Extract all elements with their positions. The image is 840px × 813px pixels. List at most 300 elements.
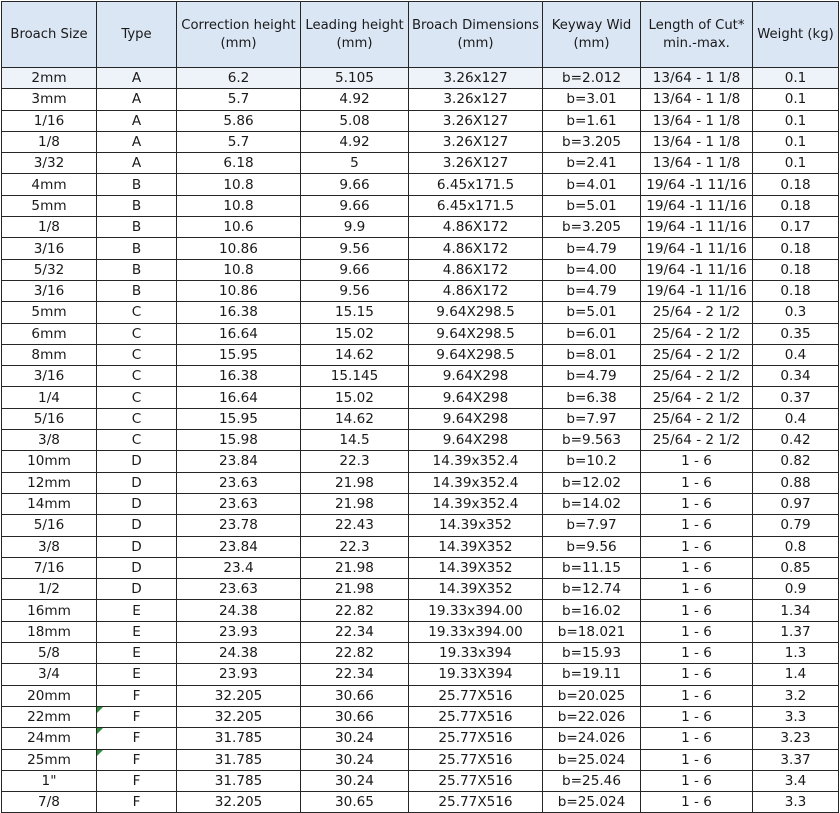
keyway-width-cell[interactable]: b=6.38 xyxy=(543,387,641,408)
broach-dimensions-cell[interactable]: 19.33x394 xyxy=(409,643,543,664)
table-row[interactable] xyxy=(2,515,839,536)
keyway-width-cell[interactable]: b=25.024 xyxy=(543,749,641,770)
weight-cell[interactable]: 0.1 xyxy=(753,153,839,174)
keyway-width-cell[interactable]: b=3.205 xyxy=(543,217,641,238)
length-of-cut-cell[interactable]: 1 - 6 xyxy=(641,451,753,472)
leading-height-cell[interactable]: 15.15 xyxy=(301,302,409,323)
broach-dimensions-cell[interactable]: 14.39X352 xyxy=(409,536,543,557)
type-cell[interactable]: D xyxy=(97,493,177,514)
broach-size-cell[interactable]: 10mm xyxy=(2,451,97,472)
weight-cell[interactable]: 0.18 xyxy=(753,195,839,216)
type-cell[interactable]: A xyxy=(97,110,177,131)
keyway-width-cell[interactable]: b=10.2 xyxy=(543,451,641,472)
table-row[interactable] xyxy=(2,323,839,344)
keyway-width-cell[interactable]: b=2.012 xyxy=(543,68,641,89)
leading-height-cell[interactable]: 14.5 xyxy=(301,430,409,451)
keyway-width-cell[interactable]: b=11.15 xyxy=(543,557,641,578)
weight-cell[interactable]: 0.18 xyxy=(753,280,839,301)
broach-dimensions-cell[interactable]: 25.77X516 xyxy=(409,706,543,727)
broach-size-cell[interactable]: 5mm xyxy=(2,302,97,323)
correction-height-cell[interactable]: 23.63 xyxy=(177,579,301,600)
column-header-broach-size[interactable]: Broach Size xyxy=(2,2,97,68)
keyway-width-cell[interactable]: b=22.026 xyxy=(543,706,641,727)
keyway-width-cell[interactable]: b=16.02 xyxy=(543,600,641,621)
table-row[interactable] xyxy=(2,174,839,195)
type-cell[interactable]: F xyxy=(97,749,177,770)
length-of-cut-cell[interactable]: 13/64 - 1 1/8 xyxy=(641,89,753,110)
table-row[interactable] xyxy=(2,195,839,216)
leading-height-cell[interactable]: 14.62 xyxy=(301,408,409,429)
weight-cell[interactable]: 1.34 xyxy=(753,600,839,621)
correction-height-cell[interactable]: 16.38 xyxy=(177,366,301,387)
weight-cell[interactable]: 1.3 xyxy=(753,643,839,664)
broach-size-cell[interactable]: 1/8 xyxy=(2,131,97,152)
leading-height-cell[interactable]: 9.66 xyxy=(301,259,409,280)
keyway-width-cell[interactable]: b=8.01 xyxy=(543,344,641,365)
broach-size-cell[interactable]: 5/32 xyxy=(2,259,97,280)
length-of-cut-cell[interactable]: 19/64 -1 11/16 xyxy=(641,174,753,195)
leading-height-cell[interactable]: 22.3 xyxy=(301,451,409,472)
broach-dimensions-cell[interactable]: 9.64X298 xyxy=(409,387,543,408)
keyway-width-cell[interactable]: b=2.41 xyxy=(543,153,641,174)
leading-height-cell[interactable]: 9.56 xyxy=(301,280,409,301)
broach-size-cell[interactable]: 3/8 xyxy=(2,430,97,451)
type-cell[interactable]: B xyxy=(97,217,177,238)
keyway-width-cell[interactable]: b=9.56 xyxy=(543,536,641,557)
column-header-keyway-width[interactable]: Keyway Wid (mm) xyxy=(543,2,641,68)
leading-height-cell[interactable]: 9.66 xyxy=(301,195,409,216)
weight-cell[interactable]: 0.4 xyxy=(753,344,839,365)
broach-size-cell[interactable]: 14mm xyxy=(2,493,97,514)
broach-dimensions-cell[interactable]: 19.33X394 xyxy=(409,664,543,685)
leading-height-cell[interactable]: 22.34 xyxy=(301,621,409,642)
leading-height-cell[interactable]: 21.98 xyxy=(301,472,409,493)
broach-dimensions-cell[interactable]: 25.77X516 xyxy=(409,770,543,791)
broach-size-cell[interactable]: 3/32 xyxy=(2,153,97,174)
leading-height-cell[interactable]: 4.92 xyxy=(301,89,409,110)
type-cell[interactable]: D xyxy=(97,579,177,600)
weight-cell[interactable]: 0.18 xyxy=(753,174,839,195)
length-of-cut-cell[interactable]: 1 - 6 xyxy=(641,472,753,493)
length-of-cut-cell[interactable]: 13/64 - 1 1/8 xyxy=(641,153,753,174)
type-cell[interactable]: D xyxy=(97,536,177,557)
length-of-cut-cell[interactable]: 1 - 6 xyxy=(641,621,753,642)
keyway-width-cell[interactable]: b=20.025 xyxy=(543,685,641,706)
type-cell[interactable]: C xyxy=(97,366,177,387)
correction-height-cell[interactable]: 24.38 xyxy=(177,643,301,664)
length-of-cut-cell[interactable]: 25/64 - 2 1/2 xyxy=(641,344,753,365)
broach-size-cell[interactable]: 20mm xyxy=(2,685,97,706)
type-cell[interactable]: B xyxy=(97,259,177,280)
table-row[interactable] xyxy=(2,344,839,365)
leading-height-cell[interactable]: 14.62 xyxy=(301,344,409,365)
column-header-weight[interactable]: Weight (kg) xyxy=(753,2,839,68)
correction-height-cell[interactable]: 23.63 xyxy=(177,472,301,493)
keyway-width-cell[interactable]: b=7.97 xyxy=(543,515,641,536)
weight-cell[interactable]: 0.35 xyxy=(753,323,839,344)
correction-height-cell[interactable]: 32.205 xyxy=(177,706,301,727)
weight-cell[interactable]: 0.85 xyxy=(753,557,839,578)
weight-cell[interactable]: 3.3 xyxy=(753,706,839,727)
length-of-cut-cell[interactable]: 1 - 6 xyxy=(641,728,753,749)
length-of-cut-cell[interactable]: 25/64 - 2 1/2 xyxy=(641,366,753,387)
column-header-leading-height[interactable]: Leading height (mm) xyxy=(301,2,409,68)
correction-height-cell[interactable]: 10.8 xyxy=(177,259,301,280)
leading-height-cell[interactable]: 22.43 xyxy=(301,515,409,536)
correction-height-cell[interactable]: 15.95 xyxy=(177,344,301,365)
broach-size-cell[interactable]: 25mm xyxy=(2,749,97,770)
type-cell[interactable]: A xyxy=(97,89,177,110)
leading-height-cell[interactable]: 30.66 xyxy=(301,706,409,727)
column-header-broach-dimensions[interactable]: Broach Dimensions (mm) xyxy=(409,2,543,68)
table-row[interactable] xyxy=(2,408,839,429)
broach-size-cell[interactable]: 3/16 xyxy=(2,280,97,301)
leading-height-cell[interactable]: 5.105 xyxy=(301,68,409,89)
type-cell[interactable]: D xyxy=(97,451,177,472)
type-cell[interactable]: C xyxy=(97,430,177,451)
broach-size-cell[interactable]: 3/16 xyxy=(2,238,97,259)
correction-height-cell[interactable]: 23.78 xyxy=(177,515,301,536)
keyway-width-cell[interactable]: b=4.79 xyxy=(543,366,641,387)
weight-cell[interactable]: 0.82 xyxy=(753,451,839,472)
leading-height-cell[interactable]: 30.24 xyxy=(301,728,409,749)
length-of-cut-cell[interactable]: 25/64 - 2 1/2 xyxy=(641,408,753,429)
type-cell[interactable]: F xyxy=(97,685,177,706)
broach-dimensions-cell[interactable]: 4.86X172 xyxy=(409,217,543,238)
weight-cell[interactable]: 0.97 xyxy=(753,493,839,514)
correction-height-cell[interactable]: 32.205 xyxy=(177,685,301,706)
leading-height-cell[interactable]: 5.08 xyxy=(301,110,409,131)
broach-dimensions-cell[interactable]: 9.64X298.5 xyxy=(409,344,543,365)
length-of-cut-cell[interactable]: 19/64 -1 11/16 xyxy=(641,259,753,280)
broach-dimensions-cell[interactable]: 25.77X516 xyxy=(409,728,543,749)
table-row[interactable] xyxy=(2,387,839,408)
correction-height-cell[interactable]: 10.8 xyxy=(177,174,301,195)
table-row[interactable] xyxy=(2,280,839,301)
broach-dimensions-cell[interactable]: 9.64X298.5 xyxy=(409,302,543,323)
column-header-length-of-cut[interactable]: Length of Cut* min.-max. xyxy=(641,2,753,68)
table-row[interactable] xyxy=(2,493,839,514)
broach-dimensions-cell[interactable]: 3.26X127 xyxy=(409,153,543,174)
type-cell[interactable]: B xyxy=(97,238,177,259)
keyway-width-cell[interactable]: b=7.97 xyxy=(543,408,641,429)
table-row[interactable] xyxy=(2,600,839,621)
length-of-cut-cell[interactable]: 1 - 6 xyxy=(641,664,753,685)
length-of-cut-cell[interactable]: 13/64 - 1 1/8 xyxy=(641,110,753,131)
leading-height-cell[interactable]: 30.65 xyxy=(301,792,409,813)
broach-size-cell[interactable]: 1/8 xyxy=(2,217,97,238)
type-cell[interactable]: E xyxy=(97,643,177,664)
leading-height-cell[interactable]: 21.98 xyxy=(301,579,409,600)
broach-size-cell[interactable]: 7/8 xyxy=(2,792,97,813)
weight-cell[interactable]: 0.1 xyxy=(753,110,839,131)
type-cell[interactable]: C xyxy=(97,408,177,429)
correction-height-cell[interactable]: 15.95 xyxy=(177,408,301,429)
table-row[interactable] xyxy=(2,770,839,791)
length-of-cut-cell[interactable]: 19/64 -1 11/16 xyxy=(641,217,753,238)
length-of-cut-cell[interactable]: 19/64 -1 11/16 xyxy=(641,195,753,216)
table-row[interactable] xyxy=(2,579,839,600)
correction-height-cell[interactable]: 5.7 xyxy=(177,89,301,110)
table-row[interactable] xyxy=(2,68,839,89)
broach-size-cell[interactable]: 16mm xyxy=(2,600,97,621)
leading-height-cell[interactable]: 15.02 xyxy=(301,323,409,344)
keyway-width-cell[interactable]: b=3.01 xyxy=(543,89,641,110)
keyway-width-cell[interactable]: b=15.93 xyxy=(543,643,641,664)
keyway-width-cell[interactable]: b=4.79 xyxy=(543,280,641,301)
weight-cell[interactable]: 0.1 xyxy=(753,131,839,152)
type-cell[interactable]: C xyxy=(97,302,177,323)
broach-size-cell[interactable]: 1" xyxy=(2,770,97,791)
broach-size-cell[interactable]: 8mm xyxy=(2,344,97,365)
type-cell[interactable]: E xyxy=(97,600,177,621)
type-cell[interactable]: D xyxy=(97,515,177,536)
leading-height-cell[interactable]: 22.34 xyxy=(301,664,409,685)
broach-dimensions-cell[interactable]: 3.26x127 xyxy=(409,68,543,89)
broach-dimensions-cell[interactable]: 25.77X516 xyxy=(409,685,543,706)
correction-height-cell[interactable]: 31.785 xyxy=(177,749,301,770)
broach-size-cell[interactable]: 5/16 xyxy=(2,515,97,536)
correction-height-cell[interactable]: 15.98 xyxy=(177,430,301,451)
table-row[interactable] xyxy=(2,728,839,749)
keyway-width-cell[interactable]: b=12.74 xyxy=(543,579,641,600)
correction-height-cell[interactable]: 10.86 xyxy=(177,238,301,259)
keyway-width-cell[interactable]: b=4.00 xyxy=(543,259,641,280)
table-row[interactable] xyxy=(2,706,839,727)
broach-dimensions-cell[interactable]: 3.26X127 xyxy=(409,131,543,152)
correction-height-cell[interactable]: 23.4 xyxy=(177,557,301,578)
broach-dimensions-cell[interactable]: 3.26x127 xyxy=(409,89,543,110)
broach-size-cell[interactable]: 3mm xyxy=(2,89,97,110)
broach-size-cell[interactable]: 5/16 xyxy=(2,408,97,429)
weight-cell[interactable]: 1.37 xyxy=(753,621,839,642)
table-row[interactable] xyxy=(2,302,839,323)
table-row[interactable] xyxy=(2,131,839,152)
correction-height-cell[interactable]: 23.84 xyxy=(177,536,301,557)
type-cell[interactable]: B xyxy=(97,280,177,301)
leading-height-cell[interactable]: 30.66 xyxy=(301,685,409,706)
table-row[interactable] xyxy=(2,472,839,493)
correction-height-cell[interactable]: 6.18 xyxy=(177,153,301,174)
broach-size-cell[interactable]: 3/8 xyxy=(2,536,97,557)
table-row[interactable] xyxy=(2,259,839,280)
type-cell[interactable]: A xyxy=(97,131,177,152)
table-row[interactable] xyxy=(2,685,839,706)
broach-size-cell[interactable]: 7/16 xyxy=(2,557,97,578)
length-of-cut-cell[interactable]: 1 - 6 xyxy=(641,515,753,536)
length-of-cut-cell[interactable]: 1 - 6 xyxy=(641,792,753,813)
table-row[interactable] xyxy=(2,366,839,387)
weight-cell[interactable]: 0.17 xyxy=(753,217,839,238)
type-cell[interactable]: A xyxy=(97,153,177,174)
weight-cell[interactable]: 0.1 xyxy=(753,68,839,89)
correction-height-cell[interactable]: 24.38 xyxy=(177,600,301,621)
broach-size-cell[interactable]: 4mm xyxy=(2,174,97,195)
correction-height-cell[interactable]: 6.2 xyxy=(177,68,301,89)
broach-size-cell[interactable]: 2mm xyxy=(2,68,97,89)
table-row[interactable] xyxy=(2,110,839,131)
weight-cell[interactable]: 0.3 xyxy=(753,302,839,323)
type-cell[interactable]: D xyxy=(97,472,177,493)
type-cell[interactable]: F xyxy=(97,728,177,749)
length-of-cut-cell[interactable]: 1 - 6 xyxy=(641,643,753,664)
broach-size-cell[interactable]: 6mm xyxy=(2,323,97,344)
table-row[interactable] xyxy=(2,238,839,259)
broach-size-cell[interactable]: 18mm xyxy=(2,621,97,642)
keyway-width-cell[interactable]: b=14.02 xyxy=(543,493,641,514)
keyway-width-cell[interactable]: b=5.01 xyxy=(543,302,641,323)
broach-dimensions-cell[interactable]: 6.45x171.5 xyxy=(409,195,543,216)
broach-size-cell[interactable]: 5mm xyxy=(2,195,97,216)
column-header-correction-height[interactable]: Correction height (mm) xyxy=(177,2,301,68)
leading-height-cell[interactable]: 4.92 xyxy=(301,131,409,152)
broach-dimensions-cell[interactable]: 25.77X516 xyxy=(409,749,543,770)
correction-height-cell[interactable]: 23.63 xyxy=(177,493,301,514)
leading-height-cell[interactable]: 9.66 xyxy=(301,174,409,195)
broach-size-cell[interactable]: 3/16 xyxy=(2,366,97,387)
table-row[interactable] xyxy=(2,557,839,578)
type-cell[interactable]: D xyxy=(97,557,177,578)
broach-dimensions-cell[interactable]: 4.86X172 xyxy=(409,280,543,301)
correction-height-cell[interactable]: 5.86 xyxy=(177,110,301,131)
broach-dimensions-cell[interactable]: 4.86X172 xyxy=(409,238,543,259)
broach-dimensions-cell[interactable]: 14.39X352 xyxy=(409,557,543,578)
broach-dimensions-cell[interactable]: 9.64X298 xyxy=(409,366,543,387)
keyway-width-cell[interactable]: b=3.205 xyxy=(543,131,641,152)
broach-size-cell[interactable]: 3/4 xyxy=(2,664,97,685)
length-of-cut-cell[interactable]: 19/64 -1 11/16 xyxy=(641,280,753,301)
broach-dimensions-cell[interactable]: 25.77X516 xyxy=(409,792,543,813)
length-of-cut-cell[interactable]: 1 - 6 xyxy=(641,749,753,770)
table-row[interactable] xyxy=(2,643,839,664)
broach-dimensions-cell[interactable]: 14.39x352.4 xyxy=(409,472,543,493)
keyway-width-cell[interactable]: b=5.01 xyxy=(543,195,641,216)
correction-height-cell[interactable]: 16.64 xyxy=(177,323,301,344)
correction-height-cell[interactable]: 23.84 xyxy=(177,451,301,472)
leading-height-cell[interactable]: 30.24 xyxy=(301,770,409,791)
length-of-cut-cell[interactable]: 25/64 - 2 1/2 xyxy=(641,430,753,451)
keyway-width-cell[interactable]: b=4.79 xyxy=(543,238,641,259)
leading-height-cell[interactable]: 22.82 xyxy=(301,600,409,621)
length-of-cut-cell[interactable]: 1 - 6 xyxy=(641,600,753,621)
leading-height-cell[interactable]: 9.56 xyxy=(301,238,409,259)
type-cell[interactable]: F xyxy=(97,792,177,813)
weight-cell[interactable]: 0.4 xyxy=(753,408,839,429)
broach-dimensions-cell[interactable]: 14.39X352 xyxy=(409,579,543,600)
length-of-cut-cell[interactable]: 13/64 - 1 1/8 xyxy=(641,131,753,152)
weight-cell[interactable]: 0.37 xyxy=(753,387,839,408)
correction-height-cell[interactable]: 5.7 xyxy=(177,131,301,152)
keyway-width-cell[interactable]: b=25.024 xyxy=(543,792,641,813)
type-cell[interactable]: C xyxy=(97,387,177,408)
broach-dimensions-cell[interactable]: 4.86X172 xyxy=(409,259,543,280)
length-of-cut-cell[interactable]: 1 - 6 xyxy=(641,493,753,514)
broach-size-cell[interactable]: 5/8 xyxy=(2,643,97,664)
broach-dimensions-cell[interactable]: 9.64X298.5 xyxy=(409,323,543,344)
type-cell[interactable]: A xyxy=(97,68,177,89)
broach-size-cell[interactable]: 1/16 xyxy=(2,110,97,131)
correction-height-cell[interactable]: 31.785 xyxy=(177,728,301,749)
type-cell[interactable]: F xyxy=(97,770,177,791)
weight-cell[interactable]: 3.3 xyxy=(753,792,839,813)
keyway-width-cell[interactable]: b=12.02 xyxy=(543,472,641,493)
weight-cell[interactable]: 3.23 xyxy=(753,728,839,749)
correction-height-cell[interactable]: 32.205 xyxy=(177,792,301,813)
weight-cell[interactable]: 1.4 xyxy=(753,664,839,685)
length-of-cut-cell[interactable]: 25/64 - 2 1/2 xyxy=(641,387,753,408)
broach-dimensions-cell[interactable]: 14.39x352 xyxy=(409,515,543,536)
broach-dimensions-cell[interactable]: 14.39x352.4 xyxy=(409,493,543,514)
type-cell[interactable]: E xyxy=(97,664,177,685)
correction-height-cell[interactable]: 31.785 xyxy=(177,770,301,791)
length-of-cut-cell[interactable]: 1 - 6 xyxy=(641,685,753,706)
table-row[interactable] xyxy=(2,792,839,813)
broach-dimensions-cell[interactable]: 6.45x171.5 xyxy=(409,174,543,195)
keyway-width-cell[interactable]: b=25.46 xyxy=(543,770,641,791)
leading-height-cell[interactable]: 22.3 xyxy=(301,536,409,557)
type-cell[interactable]: C xyxy=(97,323,177,344)
length-of-cut-cell[interactable]: 1 - 6 xyxy=(641,536,753,557)
length-of-cut-cell[interactable]: 1 - 6 xyxy=(641,579,753,600)
broach-dimensions-cell[interactable]: 3.26X127 xyxy=(409,110,543,131)
broach-dimensions-cell[interactable]: 9.64X298 xyxy=(409,408,543,429)
table-row[interactable] xyxy=(2,621,839,642)
weight-cell[interactable]: 3.37 xyxy=(753,749,839,770)
length-of-cut-cell[interactable]: 25/64 - 2 1/2 xyxy=(641,302,753,323)
leading-height-cell[interactable]: 22.82 xyxy=(301,643,409,664)
weight-cell[interactable]: 0.88 xyxy=(753,472,839,493)
correction-height-cell[interactable]: 10.86 xyxy=(177,280,301,301)
weight-cell[interactable]: 0.18 xyxy=(753,238,839,259)
correction-height-cell[interactable]: 10.6 xyxy=(177,217,301,238)
keyway-width-cell[interactable]: b=9.563 xyxy=(543,430,641,451)
weight-cell[interactable]: 0.9 xyxy=(753,579,839,600)
broach-dimensions-cell[interactable]: 19.33x394.00 xyxy=(409,600,543,621)
length-of-cut-cell[interactable]: 1 - 6 xyxy=(641,557,753,578)
leading-height-cell[interactable]: 21.98 xyxy=(301,493,409,514)
leading-height-cell[interactable]: 9.9 xyxy=(301,217,409,238)
broach-dimensions-cell[interactable]: 14.39x352.4 xyxy=(409,451,543,472)
broach-size-cell[interactable]: 1/4 xyxy=(2,387,97,408)
weight-cell[interactable]: 3.4 xyxy=(753,770,839,791)
length-of-cut-cell[interactable]: 13/64 - 1 1/8 xyxy=(641,68,753,89)
leading-height-cell[interactable]: 5 xyxy=(301,153,409,174)
weight-cell[interactable]: 0.18 xyxy=(753,259,839,280)
keyway-width-cell[interactable]: b=6.01 xyxy=(543,323,641,344)
broach-size-cell[interactable]: 22mm xyxy=(2,706,97,727)
keyway-width-cell[interactable]: b=19.11 xyxy=(543,664,641,685)
correction-height-cell[interactable]: 16.64 xyxy=(177,387,301,408)
keyway-width-cell[interactable]: b=4.01 xyxy=(543,174,641,195)
type-cell[interactable]: B xyxy=(97,174,177,195)
weight-cell[interactable]: 0.42 xyxy=(753,430,839,451)
table-row[interactable] xyxy=(2,89,839,110)
type-cell[interactable]: C xyxy=(97,344,177,365)
broach-dimensions-cell[interactable]: 9.64X298 xyxy=(409,430,543,451)
correction-height-cell[interactable]: 23.93 xyxy=(177,621,301,642)
length-of-cut-cell[interactable]: 1 - 6 xyxy=(641,770,753,791)
table-row[interactable] xyxy=(2,664,839,685)
type-cell[interactable]: B xyxy=(97,195,177,216)
length-of-cut-cell[interactable]: 1 - 6 xyxy=(641,706,753,727)
table-row[interactable] xyxy=(2,749,839,770)
correction-height-cell[interactable]: 23.93 xyxy=(177,664,301,685)
table-row[interactable] xyxy=(2,451,839,472)
type-cell[interactable]: E xyxy=(97,621,177,642)
weight-cell[interactable]: 0.34 xyxy=(753,366,839,387)
leading-height-cell[interactable]: 15.145 xyxy=(301,366,409,387)
length-of-cut-cell[interactable]: 19/64 -1 11/16 xyxy=(641,238,753,259)
